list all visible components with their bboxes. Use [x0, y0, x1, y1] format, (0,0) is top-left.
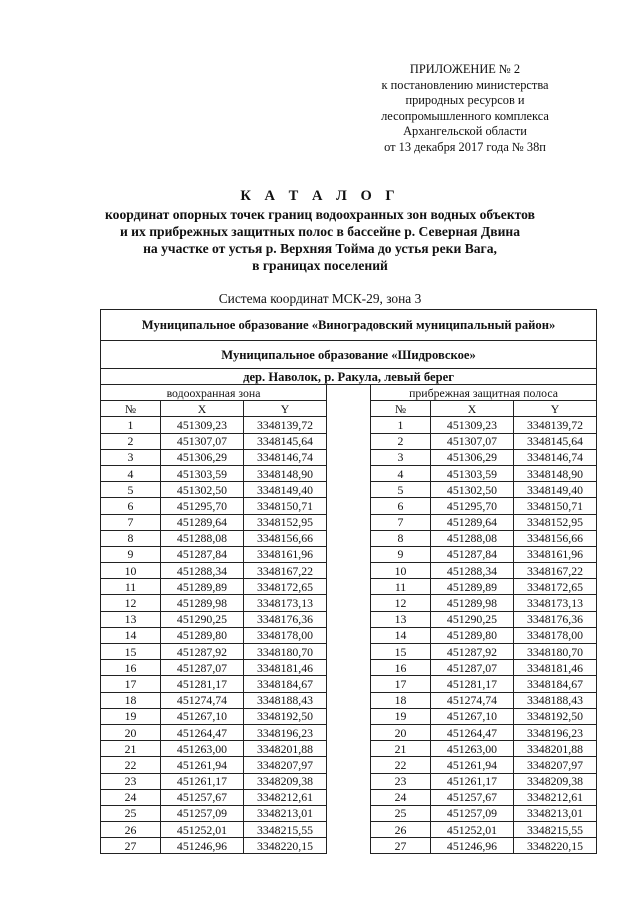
municipality: Муниципальное образование «Шидровское»	[101, 341, 597, 369]
point-x: 451281,17	[161, 676, 244, 692]
table-gap	[327, 611, 371, 627]
point-x: 451274,74	[431, 692, 514, 708]
point-y: 3348148,90	[514, 465, 597, 481]
point-x: 451264,47	[431, 724, 514, 740]
point-number: 7	[371, 514, 431, 530]
table-row	[101, 805, 597, 821]
table-row	[101, 611, 597, 627]
appendix-line: природных ресурсов и	[405, 93, 525, 108]
table-row	[101, 546, 597, 562]
point-number: 12	[371, 595, 431, 611]
point-x: 451302,50	[161, 482, 244, 498]
point-y: 3348161,96	[244, 546, 327, 562]
point-x: 451288,34	[431, 563, 514, 579]
point-x: 451288,34	[161, 563, 244, 579]
point-y: 3348180,70	[514, 644, 597, 660]
table-row	[101, 773, 597, 789]
appendix-line: от 13 декабря 2017 года № 38п	[384, 139, 546, 154]
point-y: 3348146,74	[244, 449, 327, 465]
point-y: 3348149,40	[514, 482, 597, 498]
table-row	[101, 838, 597, 854]
point-x: 451295,70	[431, 498, 514, 514]
point-number: 26	[101, 822, 161, 838]
column-header-x: X	[161, 401, 244, 417]
point-number: 3	[371, 449, 431, 465]
appendix-line: лесопромышленного комплекса	[381, 108, 549, 123]
point-y: 3348176,36	[514, 611, 597, 627]
point-y: 3348180,70	[244, 644, 327, 660]
point-number: 16	[371, 660, 431, 676]
table-gap	[327, 660, 371, 676]
point-y: 3348188,43	[514, 692, 597, 708]
column-header-y: Y	[244, 401, 327, 417]
point-y: 3348178,00	[514, 627, 597, 643]
table-gap	[327, 401, 371, 417]
point-x: 451287,92	[431, 644, 514, 660]
title-line: координат опорных точек границ водоохранных зон водных объектов	[105, 207, 535, 222]
point-y: 3348156,66	[514, 530, 597, 546]
point-y: 3348213,01	[514, 805, 597, 821]
point-y: 3348139,72	[244, 417, 327, 433]
appendix-line: к постановлению министерства	[381, 77, 549, 92]
water-protection-zone-header: водоохранная зона	[101, 385, 327, 401]
table-row	[101, 579, 597, 595]
point-y: 3348212,61	[514, 789, 597, 805]
point-y: 3348220,15	[514, 838, 597, 854]
point-x: 451257,67	[161, 789, 244, 805]
point-y: 3348212,61	[244, 789, 327, 805]
table-row	[101, 563, 597, 579]
coordinate-system: Система координат МСК-29, зона 3	[218, 291, 422, 306]
table-gap	[327, 708, 371, 724]
point-y: 3348173,13	[244, 595, 327, 611]
point-number: 9	[101, 546, 161, 562]
table-gap	[327, 822, 371, 838]
point-number: 20	[101, 724, 161, 740]
point-y: 3348209,38	[514, 773, 597, 789]
point-number: 6	[101, 498, 161, 514]
point-number: 15	[101, 644, 161, 660]
point-number: 16	[101, 660, 161, 676]
point-number: 20	[371, 724, 431, 740]
point-x: 451281,17	[431, 676, 514, 692]
table-row	[101, 627, 597, 643]
site-name: дер. Наволок, р. Ракула, левый берег	[101, 369, 597, 385]
point-number: 7	[101, 514, 161, 530]
point-y: 3348215,55	[244, 822, 327, 838]
point-number: 10	[101, 563, 161, 579]
point-x: 451289,89	[431, 579, 514, 595]
table-row	[101, 482, 597, 498]
point-number: 24	[101, 789, 161, 805]
point-y: 3348213,01	[244, 805, 327, 821]
catalog-table	[100, 309, 597, 854]
table-gap	[327, 498, 371, 514]
point-number: 6	[371, 498, 431, 514]
table-row	[101, 530, 597, 546]
point-number: 5	[371, 482, 431, 498]
table-row	[101, 789, 597, 805]
point-x: 451306,29	[161, 449, 244, 465]
point-y: 3348146,74	[514, 449, 597, 465]
point-x: 451288,08	[161, 530, 244, 546]
table-row	[101, 498, 597, 514]
point-number: 27	[101, 838, 161, 854]
point-number: 1	[101, 417, 161, 433]
point-y: 3348149,40	[244, 482, 327, 498]
point-number: 14	[371, 627, 431, 643]
point-number: 17	[371, 676, 431, 692]
point-number: 15	[371, 644, 431, 660]
title-line: в границах поселений	[252, 258, 388, 273]
point-x: 451307,07	[161, 433, 244, 449]
table-gap	[327, 757, 371, 773]
point-number: 5	[101, 482, 161, 498]
point-y: 3348161,96	[514, 546, 597, 562]
table-gap	[327, 724, 371, 740]
point-number: 19	[101, 708, 161, 724]
point-x: 451252,01	[431, 822, 514, 838]
appendix-line: Архангельской области	[403, 124, 527, 139]
point-number: 19	[371, 708, 431, 724]
point-number: 23	[371, 773, 431, 789]
table-row	[101, 724, 597, 740]
column-header-y: Y	[514, 401, 597, 417]
point-y: 3348167,22	[244, 563, 327, 579]
point-number: 3	[101, 449, 161, 465]
point-number: 8	[371, 530, 431, 546]
point-x: 451261,94	[431, 757, 514, 773]
point-y: 3348209,38	[244, 773, 327, 789]
point-x: 451274,74	[161, 692, 244, 708]
point-number: 18	[101, 692, 161, 708]
table-gap	[327, 433, 371, 449]
point-number: 23	[101, 773, 161, 789]
point-x: 451261,94	[161, 757, 244, 773]
point-number: 11	[101, 579, 161, 595]
point-x: 451289,80	[431, 627, 514, 643]
table-gap	[327, 692, 371, 708]
point-x: 451287,84	[431, 546, 514, 562]
point-y: 3348188,43	[244, 692, 327, 708]
point-y: 3348181,46	[514, 660, 597, 676]
table-row	[101, 692, 597, 708]
point-x: 451290,25	[431, 611, 514, 627]
table-row	[101, 741, 597, 757]
column-header-x: X	[431, 401, 514, 417]
point-x: 451289,64	[431, 514, 514, 530]
table-gap	[327, 514, 371, 530]
point-y: 3348139,72	[514, 417, 597, 433]
point-x: 451246,96	[161, 838, 244, 854]
table-gap	[327, 482, 371, 498]
table-gap	[327, 579, 371, 595]
appendix-header	[360, 62, 570, 156]
point-x: 451287,07	[431, 660, 514, 676]
point-number: 14	[101, 627, 161, 643]
point-number: 8	[101, 530, 161, 546]
point-x: 451289,89	[161, 579, 244, 595]
point-number: 12	[101, 595, 161, 611]
point-x: 451287,92	[161, 644, 244, 660]
point-number: 2	[101, 433, 161, 449]
point-y: 3348201,88	[244, 741, 327, 757]
point-y: 3348184,67	[514, 676, 597, 692]
point-y: 3348192,50	[514, 708, 597, 724]
point-y: 3348207,97	[244, 757, 327, 773]
table-gap	[327, 465, 371, 481]
point-number: 22	[101, 757, 161, 773]
point-x: 451309,23	[161, 417, 244, 433]
point-x: 451309,23	[431, 417, 514, 433]
point-y: 3348150,71	[514, 498, 597, 514]
point-x: 451246,96	[431, 838, 514, 854]
point-number: 26	[371, 822, 431, 838]
table-row	[101, 514, 597, 530]
point-x: 451287,84	[161, 546, 244, 562]
point-y: 3348167,22	[514, 563, 597, 579]
point-number: 25	[101, 805, 161, 821]
point-number: 13	[371, 611, 431, 627]
table-gap	[327, 805, 371, 821]
point-y: 3348156,66	[244, 530, 327, 546]
point-x: 451267,10	[431, 708, 514, 724]
table-row	[101, 708, 597, 724]
point-x: 451303,59	[431, 465, 514, 481]
table-row	[101, 757, 597, 773]
point-number: 4	[101, 465, 161, 481]
point-x: 451287,07	[161, 660, 244, 676]
appendix-line: ПРИЛОЖЕНИЕ № 2	[409, 62, 521, 76]
point-y: 3348196,23	[514, 724, 597, 740]
point-x: 451290,25	[161, 611, 244, 627]
table-gap	[327, 644, 371, 660]
point-y: 3348178,00	[244, 627, 327, 643]
table-gap	[327, 627, 371, 643]
point-x: 451307,07	[431, 433, 514, 449]
table-row	[101, 595, 597, 611]
point-number: 22	[371, 757, 431, 773]
point-number: 18	[371, 692, 431, 708]
point-x: 451257,67	[431, 789, 514, 805]
table-row	[101, 644, 597, 660]
point-y: 3348172,65	[514, 579, 597, 595]
point-number: 27	[371, 838, 431, 854]
point-x: 451289,98	[161, 595, 244, 611]
municipality-district: Муниципальное образование «Виноградовский муниципальный район»	[101, 310, 597, 341]
point-x: 451263,00	[431, 741, 514, 757]
table-row	[101, 822, 597, 838]
table-gap	[327, 449, 371, 465]
point-x: 451261,17	[431, 773, 514, 789]
point-number: 4	[371, 465, 431, 481]
point-x: 451264,47	[161, 724, 244, 740]
table-gap	[327, 530, 371, 546]
point-number: 25	[371, 805, 431, 821]
point-x: 451288,08	[431, 530, 514, 546]
point-x: 451257,09	[161, 805, 244, 821]
table-gap	[327, 385, 371, 401]
point-number: 10	[371, 563, 431, 579]
point-number: 21	[101, 741, 161, 757]
point-x: 451261,17	[161, 773, 244, 789]
point-y: 3348173,13	[514, 595, 597, 611]
point-x: 451295,70	[161, 498, 244, 514]
point-y: 3348152,95	[514, 514, 597, 530]
table-gap	[327, 546, 371, 562]
table-row	[101, 660, 597, 676]
point-y: 3348181,46	[244, 660, 327, 676]
point-x: 451302,50	[431, 482, 514, 498]
point-x: 451289,98	[431, 595, 514, 611]
table-row	[101, 465, 597, 481]
table-row	[101, 417, 597, 433]
point-number: 17	[101, 676, 161, 692]
title-heading: К А Т А Л О Г	[240, 188, 400, 204]
table-gap	[327, 417, 371, 433]
table-gap	[327, 676, 371, 692]
table-gap	[327, 789, 371, 805]
point-number: 13	[101, 611, 161, 627]
point-x: 451289,64	[161, 514, 244, 530]
point-x: 451289,80	[161, 627, 244, 643]
point-y: 3348192,50	[244, 708, 327, 724]
title-line: на участке от устья р. Верхняя Тойма до устья реки Вага,	[143, 241, 497, 256]
point-y: 3348184,67	[244, 676, 327, 692]
point-y: 3348148,90	[244, 465, 327, 481]
point-y: 3348207,97	[514, 757, 597, 773]
point-y: 3348145,64	[244, 433, 327, 449]
point-y: 3348220,15	[244, 838, 327, 854]
point-y: 3348201,88	[514, 741, 597, 757]
table-gap	[327, 741, 371, 757]
column-header-number: №	[101, 401, 161, 417]
point-x: 451306,29	[431, 449, 514, 465]
title-line: и их прибрежных защитных полос в бассейне р. Северная Двина	[119, 224, 521, 239]
coastal-protection-strip-header: прибрежная защитная полоса	[371, 385, 597, 401]
point-y: 3348172,65	[244, 579, 327, 595]
point-x: 451267,10	[161, 708, 244, 724]
column-header-number: №	[371, 401, 431, 417]
table-gap	[327, 595, 371, 611]
point-number: 9	[371, 546, 431, 562]
point-y: 3348152,95	[244, 514, 327, 530]
point-y: 3348196,23	[244, 724, 327, 740]
table-gap	[327, 563, 371, 579]
document-title	[60, 188, 580, 274]
point-x: 451263,00	[161, 741, 244, 757]
point-y: 3348150,71	[244, 498, 327, 514]
table-gap	[327, 773, 371, 789]
point-number: 24	[371, 789, 431, 805]
point-y: 3348176,36	[244, 611, 327, 627]
point-x: 451257,09	[431, 805, 514, 821]
point-y: 3348215,55	[514, 822, 597, 838]
point-x: 451303,59	[161, 465, 244, 481]
table-row	[101, 433, 597, 449]
point-number: 1	[371, 417, 431, 433]
table-row	[101, 449, 597, 465]
point-number: 21	[371, 741, 431, 757]
point-y: 3348145,64	[514, 433, 597, 449]
table-row	[101, 676, 597, 692]
point-number: 2	[371, 433, 431, 449]
point-x: 451252,01	[161, 822, 244, 838]
table-gap	[327, 838, 371, 854]
point-number: 11	[371, 579, 431, 595]
